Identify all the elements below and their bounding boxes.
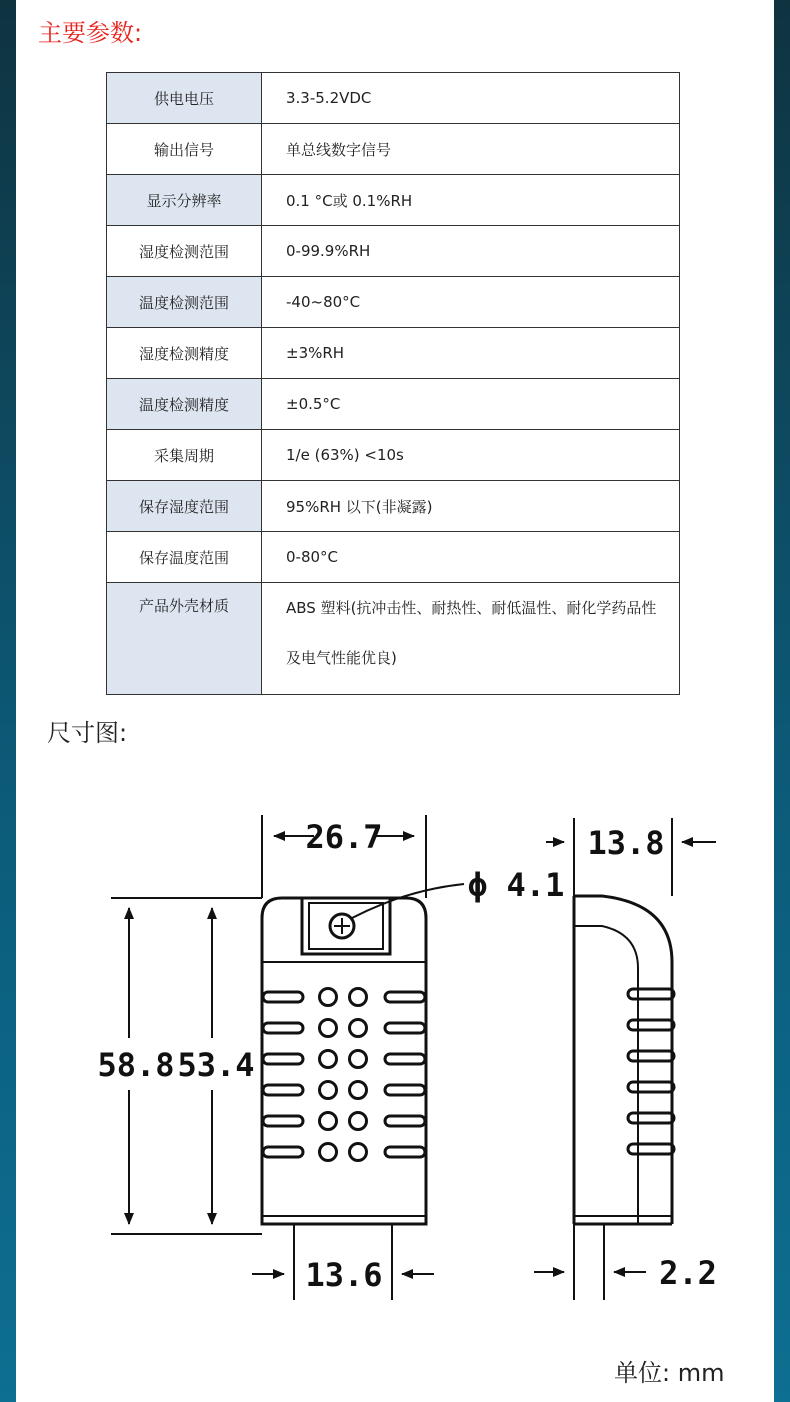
side-view [574,818,674,1300]
spec-row [107,328,680,379]
spec-value: ±3%RH [262,328,680,379]
spec-value: 1/e (63%) <10s [262,430,680,481]
spec-label: 保存湿度范围 [107,481,262,532]
spec-label: 输出信号 [107,124,262,175]
spec-label: 温度检测范围 [107,277,262,328]
height-dimensions [97,898,262,1234]
spec-value: -40~80°C [262,277,680,328]
spec-label: 供电电压 [107,73,262,124]
spec-label: 温度检测精度 [107,379,262,430]
spec-label: 保存温度范围 [107,532,262,583]
main-params-title: 主要参数: [38,19,143,47]
depth-label: 13.8 [587,824,665,862]
hole-diameter-label: ϕ 4.1 [468,866,565,904]
spec-value: 0.1 °C或 0.1%RH [262,175,680,226]
spec-value: 95%RH 以下(非凝露) [262,481,680,532]
width-top-label: 26.7 [305,818,383,856]
body-height-label: 53.4 [177,1046,255,1084]
spec-row [107,73,680,124]
spec-value: 0-99.9%RH [262,226,680,277]
spec-row [107,481,680,532]
dimensions-title: 尺寸图: [47,719,128,747]
pin-width-label: 13.6 [305,1256,383,1294]
unit-label: 单位: mm [614,1359,725,1387]
spec-label: 采集周期 [107,430,262,481]
spec-row [107,379,680,430]
pin-offset-dimension [534,1254,717,1292]
spec-value: 单总线数字信号 [262,124,680,175]
spec-table [106,72,680,695]
spec-label: 湿度检测精度 [107,328,262,379]
spec-label: 湿度检测范围 [107,226,262,277]
dimension-drawing [76,800,726,1310]
pin-offset-label: 2.2 [659,1254,717,1292]
depth-dimension [546,824,716,862]
spec-value: ±0.5°C [262,379,680,430]
spec-row [107,226,680,277]
spec-row [107,277,680,328]
product-spec-page [16,0,774,1402]
spec-label: 显示分辨率 [107,175,262,226]
spec-row [107,124,680,175]
pin-width-dimension [252,1256,434,1294]
spec-row [107,175,680,226]
spec-value: 0-80°C [262,532,680,583]
spec-row [107,583,680,695]
total-height-label: 58.8 [97,1046,175,1084]
top-width-dimension [262,815,426,898]
front-view [262,898,426,1300]
spec-value: ABS 塑料(抗冲击性、耐热性、耐低温性、耐化学药品性及电气性能优良) [262,583,680,695]
spec-row [107,430,680,481]
spec-row [107,532,680,583]
spec-value: 3.3-5.2VDC [262,73,680,124]
spec-label: 产品外壳材质 [107,583,262,695]
